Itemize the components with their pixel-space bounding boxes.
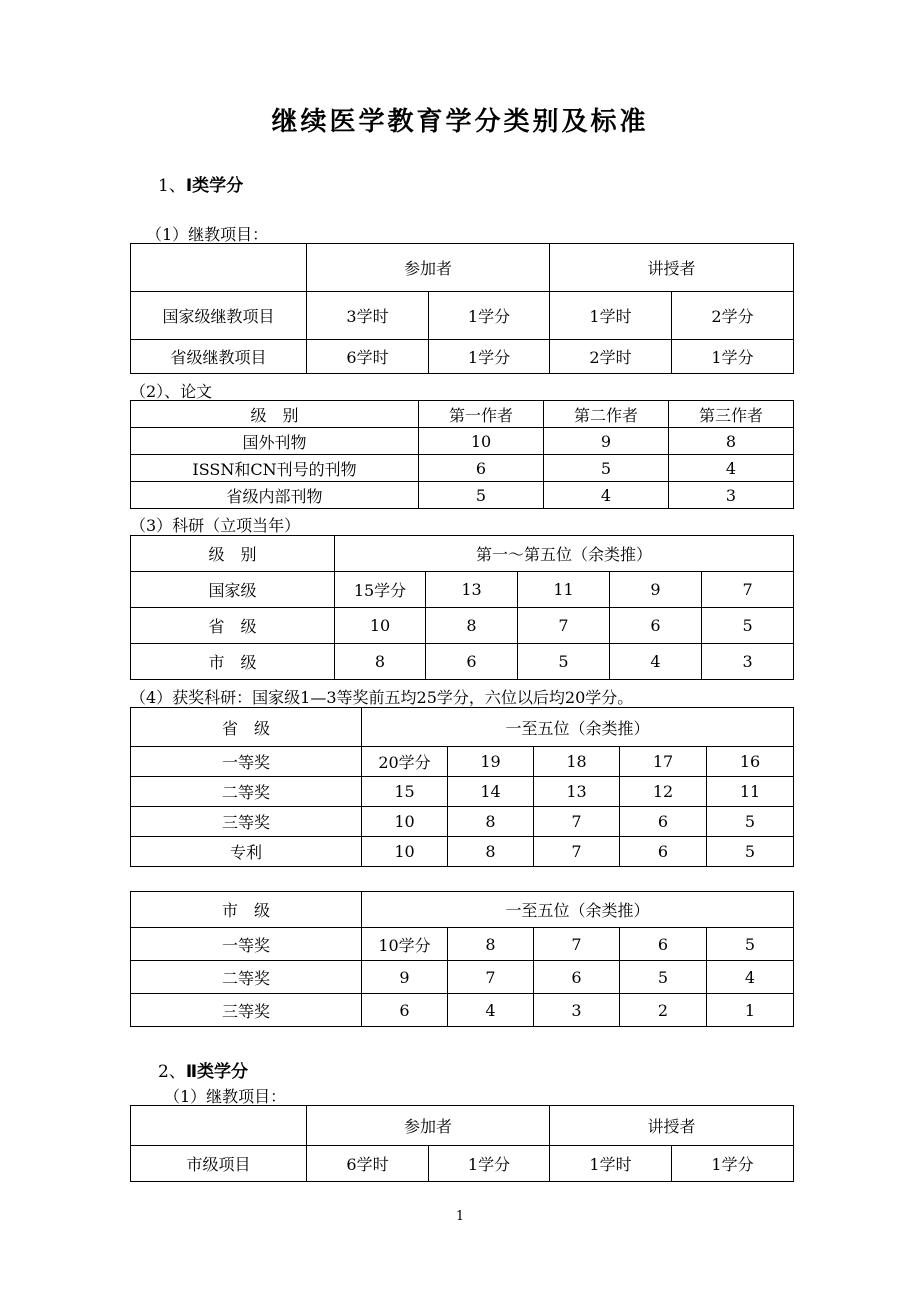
section-1-title: Ⅰ类学分: [185, 176, 244, 196]
research-table: [130, 535, 794, 680]
table-cell: 11: [518, 572, 610, 608]
table-cell: 6学时: [307, 1146, 429, 1182]
table-cell: 5: [518, 644, 610, 680]
page-number: 1: [455, 1209, 465, 1224]
table-cell: 7: [534, 928, 620, 961]
table-cell: 三等奖: [131, 807, 362, 837]
city-award-table: [130, 891, 794, 1027]
table-cell: 7: [518, 608, 610, 644]
table-cell: 6: [620, 928, 707, 961]
table-cell: 20学分: [362, 747, 448, 777]
table-cell: 8: [335, 644, 426, 680]
table-cell: 5: [707, 928, 794, 961]
table-row: [131, 961, 794, 994]
table-cell: 1学分: [672, 1146, 794, 1182]
table-cell: 国外刊物: [131, 428, 419, 455]
table-cell: 8: [448, 807, 534, 837]
table-header-cell: 一至五位（余类推）: [362, 892, 794, 928]
table-cell: 10: [419, 428, 544, 455]
table-cell: 国家级: [131, 572, 335, 608]
table-cell: 5: [707, 807, 794, 837]
table-cell: 4: [610, 644, 702, 680]
table-cell: 18: [534, 747, 620, 777]
table-1-label: （1）继教项目：: [146, 225, 269, 244]
table-cell: 12: [620, 777, 707, 807]
table-row: [131, 340, 794, 374]
table-row: [131, 292, 794, 340]
table-header-cell: 参加者: [307, 244, 550, 292]
table-cell: 15学分: [335, 572, 426, 608]
table-row: [131, 928, 794, 961]
table-cell: 专利: [131, 837, 362, 867]
table-cell: 14: [448, 777, 534, 807]
table-cell: 5: [544, 455, 669, 482]
table-header-cell: 第三作者: [669, 401, 794, 428]
table-cell: 10学分: [362, 928, 448, 961]
table-cell: 1学时: [550, 1146, 672, 1182]
table-cell: 一等奖: [131, 747, 362, 777]
table-cell: 10: [335, 608, 426, 644]
table-cell: 4: [669, 455, 794, 482]
table-cell: 1学分: [429, 1146, 550, 1182]
table-cell: 16: [707, 747, 794, 777]
table-3-label: （3）科研（立项当年）: [130, 516, 301, 535]
table-cell: 8: [426, 608, 518, 644]
section-2-table-label: （1）继教项目：: [164, 1087, 287, 1106]
page-title: 继续医学教育学分类别及标准: [271, 107, 649, 137]
cme-project-table: [130, 243, 794, 374]
table-cell: 省级内部刊物: [131, 482, 419, 509]
table-cell: 5: [620, 961, 707, 994]
table-row: [131, 644, 794, 680]
table-cell: 2学分: [672, 292, 794, 340]
table-header-row: [131, 1106, 794, 1146]
section-2-number: 2、: [158, 1062, 186, 1082]
table-cell: 10: [362, 807, 448, 837]
table-header-cell: 第一作者: [419, 401, 544, 428]
table-2-label: （2）、论文: [130, 382, 213, 401]
table-row: [131, 572, 794, 608]
table-cell: 一等奖: [131, 928, 362, 961]
table-header-cell: 讲授者: [550, 244, 794, 292]
table-cell: 3: [669, 482, 794, 509]
table-cell: 5: [419, 482, 544, 509]
table-header-row: [131, 708, 794, 747]
table-header-cell: 省 级: [131, 708, 362, 747]
table-cell: 6: [362, 994, 448, 1027]
table-cell: 6: [610, 608, 702, 644]
table-cell: 1: [707, 994, 794, 1027]
table-cell: 11: [707, 777, 794, 807]
table-cell: 市级项目: [131, 1146, 307, 1182]
table-cell: 17: [620, 747, 707, 777]
table-cell: 7: [702, 572, 794, 608]
table-cell: 3: [534, 994, 620, 1027]
table-corner-cell: [131, 244, 307, 292]
table-4-label: （4）获奖科研：国家级1—3等奖前五均25学分，六位以后均20学分。: [130, 688, 634, 707]
table-cell: 6学时: [307, 340, 429, 374]
table-cell: 6: [426, 644, 518, 680]
table-cell: 6: [620, 837, 707, 867]
table-cell: 13: [426, 572, 518, 608]
table-cell: 1学分: [429, 292, 550, 340]
table-cell: 1学分: [429, 340, 550, 374]
table-cell: 2学时: [550, 340, 672, 374]
table-cell: 7: [448, 961, 534, 994]
table-cell: 省级继教项目: [131, 340, 307, 374]
table-header-cell: 参加者: [307, 1106, 550, 1146]
table-cell: 国家级继教项目: [131, 292, 307, 340]
table-cell: 省 级: [131, 608, 335, 644]
table-header-cell: 讲授者: [550, 1106, 794, 1146]
table-header-cell: 第一～第五位（余类推）: [335, 536, 794, 572]
table-cell: 4: [544, 482, 669, 509]
section-1-heading: [158, 171, 243, 196]
table-row: [131, 747, 794, 777]
table-header-cell: 一至五位（余类推）: [362, 708, 794, 747]
table-cell: 4: [707, 961, 794, 994]
table-cell: 6: [534, 961, 620, 994]
table-row: [131, 837, 794, 867]
table-cell: 6: [419, 455, 544, 482]
table-header-row: [131, 244, 794, 292]
table-row: [131, 455, 794, 482]
table-cell: 2: [620, 994, 707, 1027]
table-cell: 19: [448, 747, 534, 777]
table-cell: 5: [702, 608, 794, 644]
table-cell: 二等奖: [131, 777, 362, 807]
table-cell: 13: [534, 777, 620, 807]
table-cell: 1学分: [672, 340, 794, 374]
table-row: [131, 994, 794, 1027]
table-row: [131, 608, 794, 644]
table-row: [131, 777, 794, 807]
table-cell: 8: [448, 837, 534, 867]
table-cell: 10: [362, 837, 448, 867]
table-header-cell: 市 级: [131, 892, 362, 928]
table-cell: ISSN和CN刊号的刊物: [131, 455, 419, 482]
table-cell: 4: [448, 994, 534, 1027]
table-cell: 15: [362, 777, 448, 807]
table-row: [131, 428, 794, 455]
table-cell: 三等奖: [131, 994, 362, 1027]
table-cell: 7: [534, 807, 620, 837]
paper-table: [130, 400, 794, 509]
table-header-cell: 级 别: [131, 536, 335, 572]
table-cell: 7: [534, 837, 620, 867]
section-2-title: Ⅱ类学分: [185, 1062, 249, 1082]
table-cell: 9: [362, 961, 448, 994]
table-row: [131, 1146, 794, 1182]
table-row: [131, 807, 794, 837]
section-2-heading: [158, 1057, 248, 1082]
table-header-row: [131, 536, 794, 572]
table-row: [131, 482, 794, 509]
table-cell: 3学时: [307, 292, 429, 340]
table-cell: 5: [707, 837, 794, 867]
table-cell: 8: [448, 928, 534, 961]
table-cell: 9: [544, 428, 669, 455]
table-cell: 二等奖: [131, 961, 362, 994]
class2-project-table: [130, 1105, 794, 1182]
table-header-row: [131, 401, 794, 428]
table-cell: 1学时: [550, 292, 672, 340]
table-cell: 6: [620, 807, 707, 837]
provincial-award-table: [130, 707, 794, 867]
section-1-number: 1、: [158, 176, 186, 196]
table-header-row: [131, 892, 794, 928]
table-header-cell: 级 别: [131, 401, 419, 428]
table-corner-cell: [131, 1106, 307, 1146]
table-cell: 8: [669, 428, 794, 455]
table-cell: 市 级: [131, 644, 335, 680]
table-header-cell: 第二作者: [544, 401, 669, 428]
table-cell: 3: [702, 644, 794, 680]
table-cell: 9: [610, 572, 702, 608]
